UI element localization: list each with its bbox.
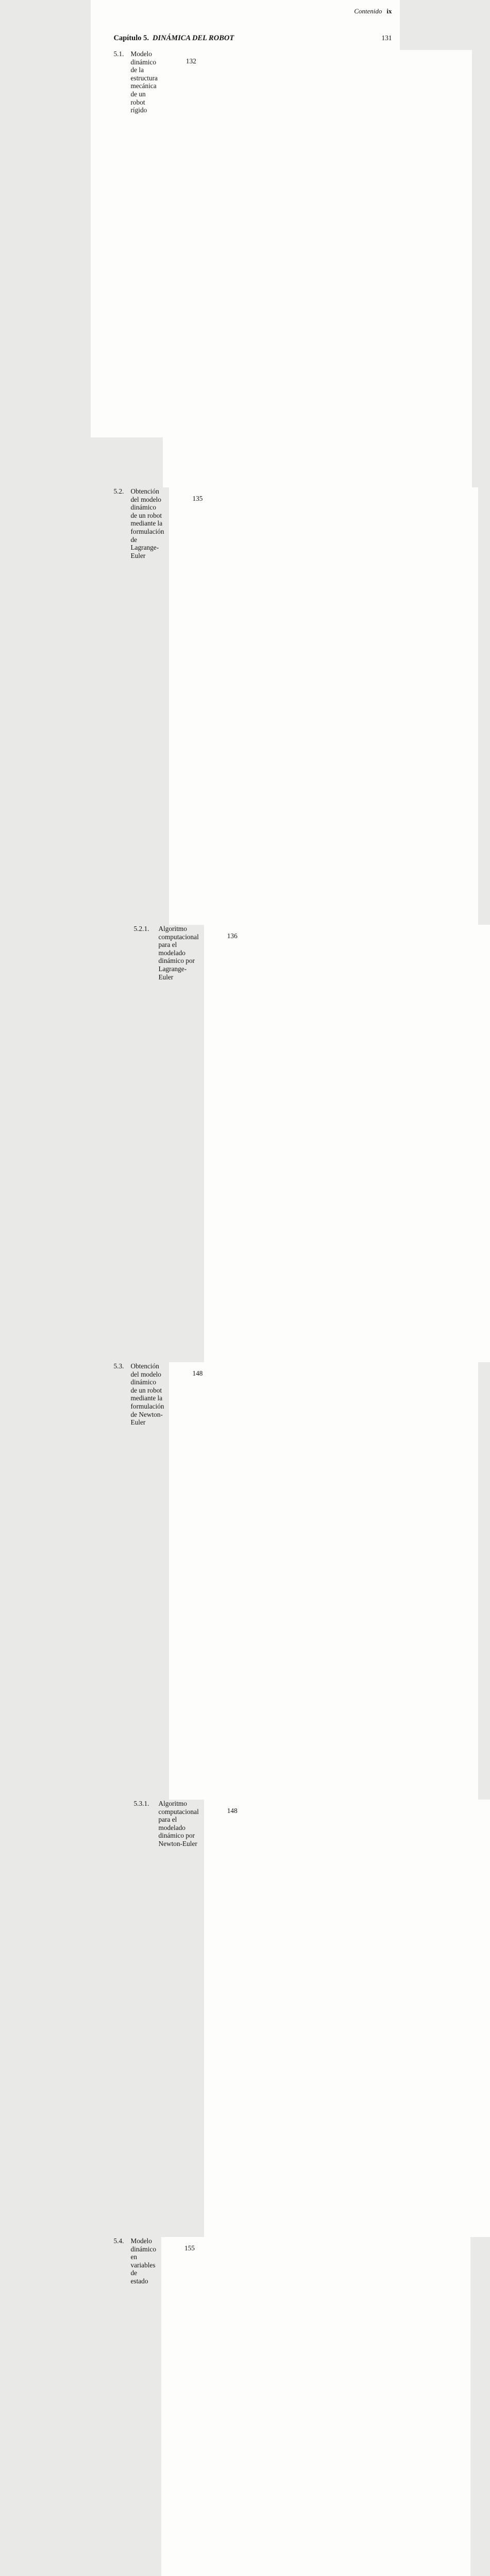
toc-entry [114, 2237, 392, 2576]
entry-title-line: de Newton-Euler [130, 1410, 163, 1427]
entry-number: 5.4. [113, 2237, 124, 2245]
entry-title-line: Modelo dinámico en variables de estado [130, 2237, 156, 2285]
entry-title [131, 1362, 164, 1800]
chapter-label: Capítulo 5. [113, 34, 149, 42]
entry-number: 5.2.1. [133, 925, 149, 933]
entry-title [131, 487, 164, 925]
entry-title [159, 925, 199, 1362]
toc-entry [114, 487, 392, 925]
page-header [114, 7, 392, 15]
entry-page-number: 132 [163, 50, 472, 487]
toc-entry [134, 925, 392, 1362]
entry-title-line: de Lagrange-Euler [130, 535, 159, 560]
entry-page-number: 148 [204, 1800, 490, 2237]
entry-title-line: Obtención del modelo dinámico de un robot mediante la formulación [130, 487, 164, 535]
book-page [91, 0, 400, 2285]
entry-title [131, 50, 158, 487]
entry-number: 5.3.1. [133, 1800, 149, 1807]
entry-title-line: Algoritmo computacional para el modelado dinámico por Lagrange-Euler [158, 925, 199, 981]
entry-title [159, 1800, 199, 2237]
entry-title [131, 2237, 156, 2576]
entry-number: 5.2. [113, 487, 124, 495]
entry-title-line: Modelo dinámico de la estructura mecánica de un robot rígido [130, 50, 158, 114]
running-head: Contenido [354, 7, 382, 15]
entry-title-line: Algoritmo computacional para el modelado dinámico por Newton-Euler [158, 1800, 199, 1848]
toc-entry [134, 1800, 392, 2237]
entry-title-line: Obtención del modelo dinámico de un robot mediante la formulación [130, 1362, 164, 1410]
entry-page-number: 148 [169, 1362, 478, 1800]
entry-number: 5.1. [113, 50, 124, 58]
entry-number: 5.3. [113, 1362, 124, 1370]
toc-entry [114, 1362, 392, 1800]
chapter-heading [114, 34, 392, 43]
toc-entry [114, 50, 392, 487]
chapter-page-number: 131 [381, 34, 392, 42]
page-number: ix [386, 7, 392, 15]
entry-page-number: 135 [169, 487, 478, 925]
table-of-contents [114, 34, 392, 2576]
entry-page-number: 155 [161, 2237, 470, 2576]
chapter-title: DINÁMICA DEL ROBOT [153, 34, 234, 42]
entry-page-number: 136 [204, 925, 490, 1362]
